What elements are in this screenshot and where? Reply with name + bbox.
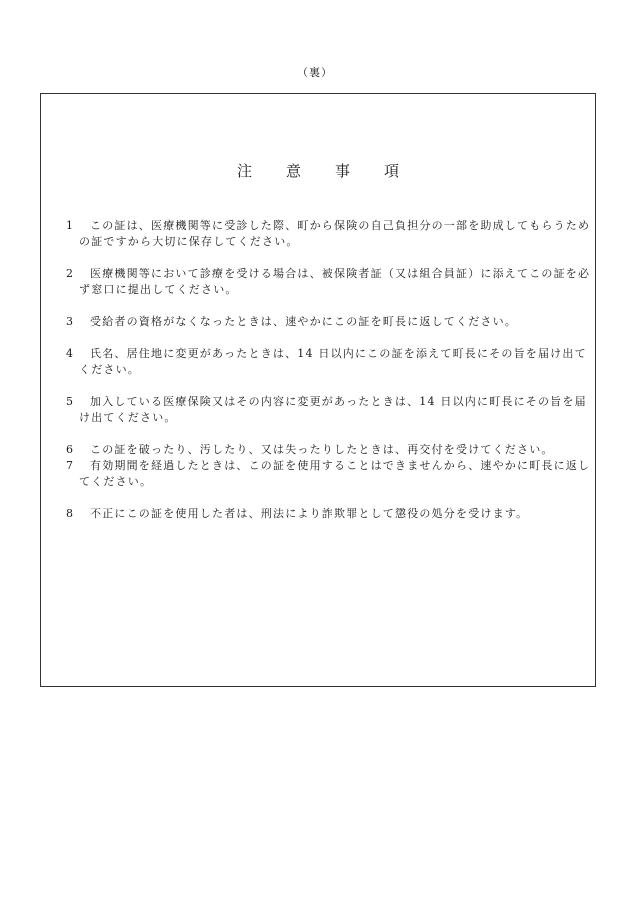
notice-title-char: 意 [285, 162, 301, 180]
notice-item-8 [66, 506, 594, 522]
notice-item-text: この証は、医療機関等に受診した際、町から保険の自己負担分の一部を助成してもらうための証ですから大切に保存してください。 [79, 219, 591, 248]
notice-title [41, 160, 595, 181]
notice-item-number: 7 [66, 459, 75, 472]
notice-title-char: 項 [384, 162, 400, 180]
notice-item-4 [66, 346, 594, 378]
notice-title-char: 事 [335, 162, 351, 180]
notice-item-number: 1 [66, 219, 75, 232]
notice-item-text: 氏名、居住地に変更があったときは、14 日以内にこの証を添えて町長にその旨を届け出てください。 [79, 347, 587, 376]
notice-item-number: 2 [66, 267, 75, 280]
notice-list [66, 218, 594, 538]
reverse-side-label: （裏） [297, 66, 333, 79]
notice-item-7 [66, 458, 594, 490]
notice-item-text: 受給者の資格がなくなったときは、速やかにこの証を町長に返してください。 [90, 315, 517, 328]
notice-title-char: 注 [236, 162, 252, 180]
notice-frame [40, 93, 596, 687]
notice-item-1 [66, 218, 594, 250]
notice-item-number: 8 [66, 507, 75, 520]
notice-item-text: 加入している医療保険又はその内容に変更があったときは、14 日以内に町長にその旨を届け出てください。 [79, 395, 587, 424]
notice-item-text: 医療機関等において診療を受ける場合は、被保険者証（又は組合員証）に添えてこの証を必ず窓口に提出してください。 [79, 267, 591, 296]
notice-item-number: 4 [66, 347, 75, 360]
notice-item-text: 不正にこの証を使用した者は、刑法により詐欺罪として懲役の処分を受けます。 [90, 507, 529, 520]
notice-item-2 [66, 266, 594, 298]
notice-item-5 [66, 394, 594, 426]
notice-item-number: 3 [66, 315, 75, 328]
notice-item-number: 5 [66, 395, 75, 408]
notice-item-number: 6 [66, 443, 75, 456]
notice-item-3 [66, 314, 594, 330]
notice-item-6 [66, 442, 594, 458]
notice-item-text: 有効期間を経過したときは、この証を使用することはできませんから、速やかに町長に返してください。 [79, 459, 591, 488]
notice-item-text: この証を破ったり、汚したり、又は失ったりしたときは、再交付を受けてください。 [90, 443, 554, 456]
